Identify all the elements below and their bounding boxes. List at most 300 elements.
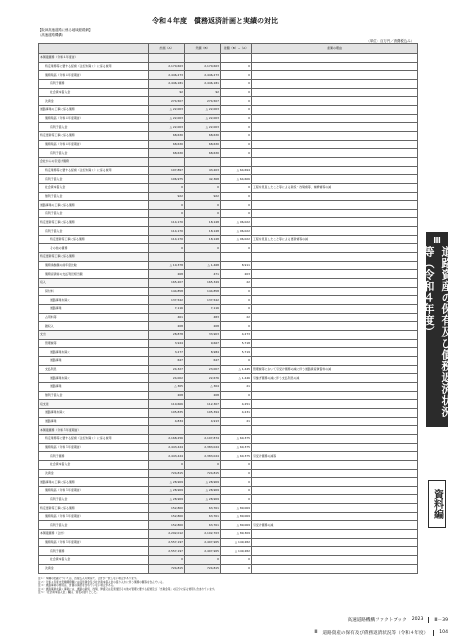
actual-value: △ 1,468 — [185, 261, 221, 270]
table-row — [39, 313, 418, 322]
reason-text — [252, 270, 418, 279]
reason-text — [252, 382, 418, 391]
actual-value: 9,667 — [185, 339, 221, 348]
diff-value: △ 64,606 — [221, 175, 252, 184]
actual-value: 63,761 — [185, 512, 221, 521]
reason-text — [252, 166, 418, 175]
unit-label: （単位：百万円／消費税込み） — [366, 39, 414, 43]
actual-value: 2,407,905 — [185, 538, 221, 547]
row-label: 特定更新等工事に係る債務 — [39, 131, 149, 140]
actual-value: 2,383,024 — [185, 452, 221, 461]
actual-value: △ 28,909 — [185, 486, 221, 495]
diff-value — [221, 54, 252, 63]
plan-value: 68,630 — [149, 149, 185, 158]
plan-value: 0 — [149, 556, 185, 565]
diff-value: 0 — [221, 149, 252, 158]
row-label: 道路事業を除く — [39, 348, 149, 357]
table-row — [39, 287, 418, 296]
actual-value: 208 — [185, 322, 221, 331]
row-label: 特定業務等に要する経費（注記を除く）に係る費用 — [39, 434, 149, 443]
row-label: 社会資本借入金 — [39, 183, 149, 192]
table-row — [39, 97, 418, 106]
footnote: 注２）令和４年度末実績債務額には経営資金及び社会資本借入金の借り入れに伴う債務の額等を含んでいる。 — [38, 580, 166, 584]
reason-text — [252, 71, 418, 80]
actual-value: 112,307 — [185, 400, 221, 409]
actual-value: △ 28,909 — [185, 495, 221, 504]
table-header-row — [39, 44, 418, 54]
chapter-sidebar-tab — [422, 232, 453, 427]
diff-value: 0 — [221, 209, 252, 218]
plan-value: 3,277 — [149, 348, 185, 357]
plan-value: 0 — [149, 460, 185, 469]
plan-value: 114,170 — [149, 227, 185, 236]
actual-value: 68,630 — [185, 131, 221, 140]
table-row — [39, 140, 418, 149]
actual-value: 724,815 — [185, 564, 221, 573]
reason-text: 工程を見直したこと等による更新費等の減 — [252, 235, 418, 244]
actual-value: 2,446,273 — [185, 71, 221, 80]
row-label: 雑収入 — [39, 322, 149, 331]
row-label: 有利子債務 — [39, 79, 149, 88]
diff-value: 0 — [221, 356, 252, 365]
header-org-label: （高速道路機構） — [38, 33, 66, 37]
actual-value — [185, 253, 221, 262]
diff-value: 4,231 — [221, 408, 252, 417]
actual-value: 274,507 — [185, 97, 221, 106]
plan-value: △ 10,378 — [149, 261, 185, 270]
table-row — [39, 166, 418, 175]
table-row — [39, 504, 418, 513]
plan-value: 647 — [149, 356, 185, 365]
footer-chapter-numeral: Ⅲ — [314, 630, 318, 635]
plan-value: △ 22,003 — [149, 114, 185, 123]
chapter-numeral: Ⅲ — [433, 236, 441, 245]
row-label: 債務承継額の前年度比較 — [39, 261, 149, 270]
row-label: 管理費等 — [39, 339, 149, 348]
table-row — [39, 426, 418, 435]
debt-plan-table-wrapper — [38, 43, 417, 574]
plan-value: 2,443,424 — [149, 443, 185, 452]
actual-value: 208 — [185, 391, 221, 400]
diff-value: 0 — [221, 71, 252, 80]
diff-value: 21 — [221, 417, 252, 426]
row-label: 道路事業の工事に係る債務 — [39, 105, 149, 114]
actual-value: 22,676 — [185, 374, 221, 383]
table-row — [39, 530, 418, 539]
row-label: 本償還債務（令和５年度期首） — [39, 426, 149, 435]
table-row — [39, 244, 418, 253]
actual-value — [185, 157, 221, 166]
row-label: 有利子借入金 — [39, 149, 149, 158]
debt-plan-table — [38, 43, 418, 574]
diff-value: △ 89,309 — [221, 530, 252, 539]
diff-value: 0 — [221, 97, 252, 106]
plan-value: 114,170 — [149, 235, 185, 244]
table-row — [39, 400, 418, 409]
diff-value: △ 60,375 — [221, 452, 252, 461]
table-row — [39, 339, 418, 348]
row-label: 社会資本借入金 — [39, 556, 149, 565]
diff-value: 0 — [221, 140, 252, 149]
footer-year: 2023 — [411, 617, 424, 622]
reason-text — [252, 348, 418, 357]
row-label: 特定更新等工事に係る債務 — [39, 235, 149, 244]
footer-chapter-title: 道路資産の保有及び債務返済状況等（令和４年度） — [322, 631, 429, 636]
footer-book-title: 高速道路機構ファクトブック — [347, 618, 407, 623]
table-row — [39, 434, 418, 443]
plan-value: 137,542 — [149, 296, 185, 305]
actual-value: △ 22,003 — [185, 105, 221, 114]
column-header-item — [39, 44, 149, 54]
diff-value — [221, 426, 252, 435]
table-row — [39, 443, 418, 452]
table-row — [39, 62, 418, 71]
actual-value: 483 — [185, 313, 221, 322]
plan-value: 208 — [149, 322, 185, 331]
actual-value: 165,349 — [185, 279, 221, 288]
footer-page-number: 104 — [439, 630, 448, 635]
diff-value: 0 — [221, 322, 252, 331]
table-row — [39, 88, 418, 97]
diff-value: 0 — [221, 114, 252, 123]
footer-divider — [428, 617, 429, 623]
footnote: 注１）本欄の記載については、四捨五入の関係で、合計が一致しない場合があります。 — [38, 577, 139, 580]
page-title: 令和４年度 償務返済計画と実績の対比 — [152, 17, 278, 25]
diff-value: 0 — [221, 556, 252, 565]
table-row — [39, 556, 418, 565]
diff-value: 0 — [221, 486, 252, 495]
reason-text — [252, 331, 418, 340]
plan-value: 68,630 — [149, 131, 185, 140]
reason-text — [252, 261, 418, 270]
table-row — [39, 54, 418, 63]
actual-value: 2,107,874 — [185, 434, 221, 443]
table-row — [39, 469, 418, 478]
reason-text — [252, 227, 418, 236]
row-label: 債務残高（令和４年度期首） — [39, 114, 149, 123]
footer-page-code: Ⅲ－39 — [434, 618, 448, 623]
row-label: 次資金 — [39, 469, 149, 478]
table-row — [39, 356, 418, 365]
row-label: 有利子借入金 — [39, 175, 149, 184]
diff-value: △ 96,022 — [221, 235, 252, 244]
table-row — [39, 218, 418, 227]
diff-value: △ 96,022 — [221, 218, 252, 227]
row-label: 道路事業 — [39, 356, 149, 365]
footer-line-2 — [230, 630, 448, 636]
diff-value: 0 — [221, 495, 252, 504]
actual-value: 63,761 — [185, 521, 221, 530]
footnote: 注５）「社会資本借入金」欄は、別表の通りとした。 — [38, 591, 99, 595]
table-row — [39, 105, 418, 114]
table-row — [39, 192, 418, 201]
plan-value — [149, 157, 185, 166]
reason-text — [252, 400, 418, 409]
plan-value: 7,116 — [149, 305, 185, 314]
reason-text — [252, 486, 418, 495]
actual-value: 2,383,024 — [185, 443, 221, 452]
plan-value: 724,815 — [149, 564, 185, 573]
table-row — [39, 417, 418, 426]
diff-value: 22 — [221, 313, 252, 322]
row-label: 道路事業を除く — [39, 374, 149, 383]
plan-value: 28,878 — [149, 331, 185, 340]
row-label: 債務残高（令和４年度期首） — [39, 71, 149, 80]
reason-text — [252, 339, 418, 348]
table-row — [39, 486, 418, 495]
row-label: 無利子借入金 — [39, 391, 149, 400]
actual-value: 0 — [185, 201, 221, 210]
plan-value: 724,815 — [149, 469, 185, 478]
diff-value: 4,273 — [221, 331, 252, 340]
table-row — [39, 131, 418, 140]
row-label: 道路事業 — [39, 417, 149, 426]
plan-value: 208 — [149, 391, 185, 400]
table-row — [39, 157, 418, 166]
actual-value: 33,903 — [185, 331, 221, 340]
table-row — [39, 114, 418, 123]
diff-value: 0 — [221, 183, 252, 192]
row-label: 債務残高（令和５年度期首） — [39, 512, 149, 521]
table-row — [39, 322, 418, 331]
plan-value: 2,292,012 — [149, 530, 185, 539]
reason-text — [252, 253, 418, 262]
reason-text — [252, 279, 418, 288]
column-header-diff: 差額（B）−（A） — [221, 44, 252, 54]
footer-line-1 — [230, 617, 448, 623]
table-row — [39, 296, 418, 305]
row-label: 無利子借入金 — [39, 192, 149, 201]
reason-text — [252, 209, 418, 218]
reason-text — [252, 88, 418, 97]
actual-value — [185, 54, 221, 63]
reason-text: 管理費等において引受け債務の減に伴う道路資産賃借料の減 — [252, 365, 418, 374]
actual-value: 18,148 — [185, 235, 221, 244]
diff-value: 0 — [221, 88, 252, 97]
row-label: 特定更新等工事に係る債務 — [39, 253, 149, 262]
reason-text — [252, 305, 418, 314]
diff-value: △ 96,022 — [221, 227, 252, 236]
plan-value: 2,443,424 — [149, 452, 185, 461]
actual-value: 144,858 — [185, 287, 221, 296]
row-label: 特定業務等に要する経費（注記を除く）に係る費用 — [39, 166, 149, 175]
actual-value: 4,913 — [185, 417, 221, 426]
reason-text — [252, 443, 418, 452]
row-label: 債務残高（令和４年度期首） — [39, 140, 149, 149]
plan-value: 110,666 — [149, 400, 185, 409]
plan-value: 268 — [149, 270, 185, 279]
row-label: 道路事業 — [39, 382, 149, 391]
row-label: 占用料等 — [39, 313, 149, 322]
plan-value — [149, 54, 185, 63]
plan-value: 922 — [149, 192, 185, 201]
reason-text: 引受け債務の減 — [252, 521, 418, 530]
reason-text — [252, 556, 418, 565]
diff-value: 0 — [221, 296, 252, 305]
chapter-title-vertical: 道路資産の保有及び債務返済状況等（令和４年度） — [422, 246, 453, 417]
diff-value: △ 1,446 — [221, 374, 252, 383]
table-row — [39, 460, 418, 469]
actual-value: 0 — [185, 460, 221, 469]
table-row — [39, 253, 418, 262]
diff-value: 0 — [221, 305, 252, 314]
diff-value: △ 89,069 — [221, 512, 252, 521]
actual-value: 68,630 — [185, 140, 221, 149]
row-label: 貸付料 — [39, 287, 149, 296]
plan-value: 106,975 — [149, 175, 185, 184]
row-label: 支出 — [39, 331, 149, 340]
diff-value: 0 — [221, 201, 252, 210]
table-row — [39, 201, 418, 210]
reason-text — [252, 426, 418, 435]
reason-text — [252, 495, 418, 504]
diff-value: 5,718 — [221, 339, 252, 348]
table-row — [39, 331, 418, 340]
column-header-plan: 計画（A） — [149, 44, 185, 54]
actual-value: 2,102,703 — [185, 530, 221, 539]
reason-text — [252, 149, 418, 158]
footnote: 注４）道路事業を除く事業には、道路の新設、改築、修繕又は災害復旧その他の管理に要する経費及び「出資金等」の区分に係る費用も含まれています。 — [38, 587, 217, 591]
row-label: 本償還債務（合計） — [39, 530, 149, 539]
actual-value: 2,170,603 — [185, 62, 221, 71]
diff-value: △ 64,694 — [221, 166, 252, 175]
plan-value: 2,446,181 — [149, 79, 185, 88]
actual-value: 18,148 — [185, 227, 221, 236]
column-header-actual: 実績（B） — [185, 44, 221, 54]
plan-value: 274,507 — [149, 97, 185, 106]
actual-value: 23,007 — [185, 365, 221, 374]
row-label: 有利子借入金 — [39, 495, 149, 504]
actual-value: 0 — [185, 244, 221, 253]
plan-value: 24,002 — [149, 374, 185, 383]
row-label: 社会資本借入金 — [39, 88, 149, 97]
reason-text — [252, 131, 418, 140]
diff-value: 203 — [221, 270, 252, 279]
reason-text — [252, 175, 418, 184]
actual-value: 68,630 — [185, 149, 221, 158]
actual-value: △ 22,003 — [185, 114, 221, 123]
diff-value: △ 60,375 — [221, 443, 252, 452]
table-row — [39, 564, 418, 573]
table-row — [39, 538, 418, 547]
row-label: 特定業務等に要する経費（注記を除く）に係る費用 — [39, 62, 149, 71]
actual-value: 43,203 — [185, 166, 221, 175]
plan-value: 2,170,603 — [149, 62, 185, 71]
table-row — [39, 209, 418, 218]
footer-divider — [433, 630, 434, 636]
plan-value: 105,835 — [149, 408, 185, 417]
row-label: 債務返済前の支払利息相当額 — [39, 270, 149, 279]
reason-text — [252, 105, 418, 114]
table-row — [39, 305, 418, 314]
row-label: 収入 — [39, 279, 149, 288]
actual-value — [185, 426, 221, 435]
plan-value: 2,168,256 — [149, 434, 185, 443]
reason-text — [252, 356, 418, 365]
actual-value: 8,984 — [185, 348, 221, 357]
reason-text — [252, 123, 418, 132]
table-row — [39, 452, 418, 461]
reason-text — [252, 97, 418, 106]
reason-text — [252, 313, 418, 322]
plan-value: 24,327 — [149, 365, 185, 374]
table-row — [39, 175, 418, 184]
plan-value: 107,897 — [149, 166, 185, 175]
plan-value: △ 28,909 — [149, 486, 185, 495]
table-row — [39, 149, 418, 158]
table-row — [39, 227, 418, 236]
actual-value: △ 304 — [185, 382, 221, 391]
reason-text: 工程を見直したこと等による新設・改築費等、補修費等の減 — [252, 183, 418, 192]
diff-value: △ 89,069 — [221, 521, 252, 530]
table-row — [39, 183, 418, 192]
actual-value: 0 — [185, 183, 221, 192]
plan-value: 92 — [149, 88, 185, 97]
row-label: 有利子借入金 — [39, 209, 149, 218]
diff-value: 4,251 — [221, 400, 252, 409]
reason-text — [252, 287, 418, 296]
plan-value: 152,800 — [149, 521, 185, 530]
table-row — [39, 547, 418, 556]
diff-value — [221, 157, 252, 166]
row-label: 社会資本借入金 — [39, 460, 149, 469]
row-label: 収支差 — [39, 400, 149, 409]
diff-value: △ 1,445 — [221, 365, 252, 374]
plan-value: △ 305 — [149, 382, 185, 391]
plan-value: 152,800 — [149, 504, 185, 513]
actual-value: 471 — [185, 270, 221, 279]
row-label: 次資金 — [39, 97, 149, 106]
table-row — [39, 478, 418, 487]
row-label: 本償還債務（令和４年度首） — [39, 54, 149, 63]
diff-value: 0 — [221, 79, 252, 88]
actual-value: △ 22,003 — [185, 123, 221, 132]
reason-text — [252, 114, 418, 123]
plan-value: 461 — [149, 313, 185, 322]
plan-value: △ 28,909 — [149, 478, 185, 487]
appendix-badge — [428, 480, 446, 528]
plan-value: 2,446,273 — [149, 71, 185, 80]
table-row — [39, 348, 418, 357]
reason-text — [252, 79, 418, 88]
column-header-reason: 差異の理由 — [252, 44, 418, 54]
reason-text — [252, 54, 418, 63]
reason-text — [252, 201, 418, 210]
diff-value: 0 — [221, 244, 252, 253]
reason-text — [252, 192, 418, 201]
table-row — [39, 71, 418, 80]
plan-value: 0 — [149, 183, 185, 192]
reason-text — [252, 391, 418, 400]
row-label: 支払利息 — [39, 365, 149, 374]
plan-value — [149, 426, 185, 435]
row-label: 債務残高（令和５年度期首） — [39, 538, 149, 547]
diff-value: 0 — [221, 105, 252, 114]
row-label: 特定更新等工事に係る債務 — [39, 218, 149, 227]
diff-value: 0 — [221, 123, 252, 132]
table-row — [39, 495, 418, 504]
reason-text — [252, 469, 418, 478]
row-label: 有利子債務 — [39, 547, 149, 556]
reason-text — [252, 504, 418, 513]
table-row — [39, 261, 418, 270]
plan-value: △ 28,909 — [149, 495, 185, 504]
table-row — [39, 79, 418, 88]
table-row — [39, 382, 418, 391]
actual-value: 137,542 — [185, 296, 221, 305]
plan-value: 0 — [149, 201, 185, 210]
row-label: 債務残高（令和５年度期首） — [39, 443, 149, 452]
